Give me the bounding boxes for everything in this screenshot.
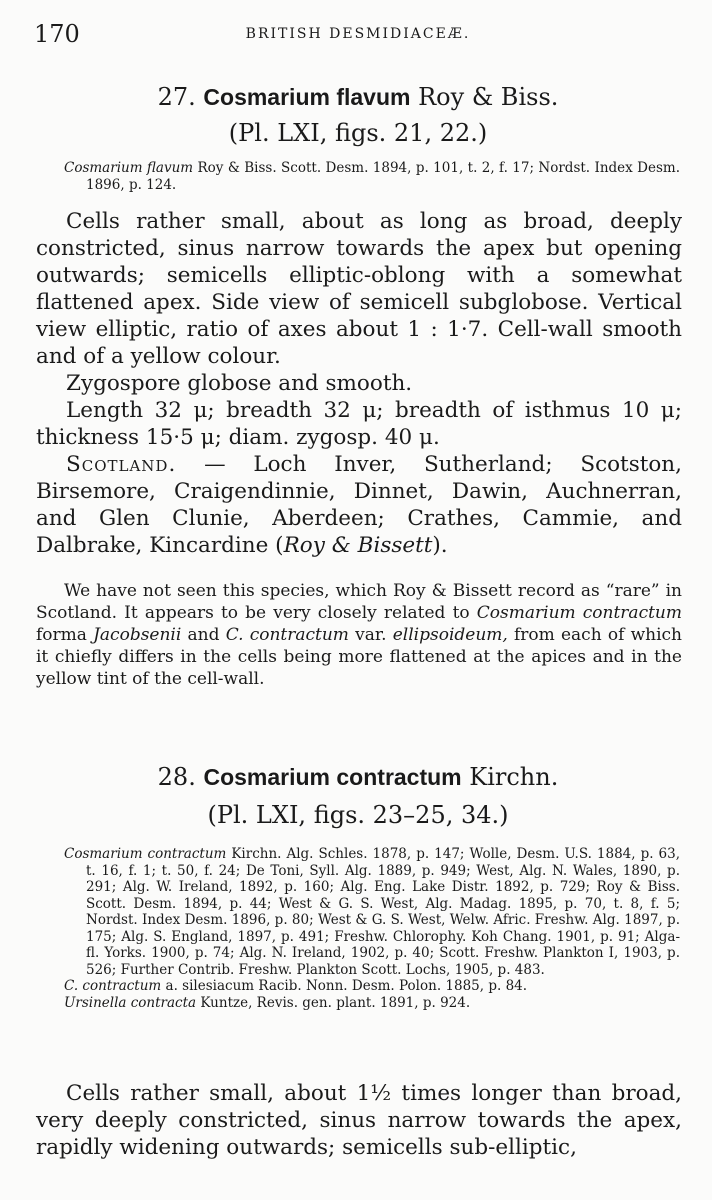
page-number: 170 <box>34 20 80 48</box>
running-title: BRITISH DESMIDIACEÆ. <box>245 26 471 42</box>
entry-28-species: Cosmarium contractum <box>203 764 462 790</box>
entry-27-zygospore: Zygospore globose and smooth. <box>66 371 413 396</box>
entry-27-species: Cosmarium flavum <box>203 84 411 110</box>
running-head <box>34 20 682 50</box>
entry-27-authority: Roy & Biss. <box>418 83 559 111</box>
entry-27-distribution: Scotland. — Loch Inver, Sutherland; Scotston, Birsemore, Craigendinnie, Dinnet, Dawin, Auchnerran, and Glen Clunie, Aberdeen; Crathes, Cammie, and Dalbrake, Kincardine (Roy & Bissett). <box>36 452 682 558</box>
entry-27-heading <box>34 82 682 112</box>
entry-27-note: We have not seen this species, which Roy & Bissett record as “rare” in Scotland. It appears to be very closely related to Cosmarium contractum forma Jacobsenii and C. contractum var. ellipsoideum, from each of which it chiefly differs in the cells being more flattened at the apices and in the yellow tint of the cell-wall. <box>36 581 682 689</box>
entry-27-plate-ref: (Pl. LXI, figs. 21, 22.) <box>228 119 488 147</box>
entry-27-number: 27. <box>157 83 196 111</box>
entry-28-body <box>36 1080 682 1161</box>
entry-27-references <box>64 160 680 193</box>
entry-27-body <box>36 208 682 559</box>
reference: Cosmarium contractum Kirchn. Alg. Schles. 1878, p. 147; Wolle, Desm. U.S. 1884, p. 63, t. 16, f. 1; t. 50, f. 24; De Toni, Syll. Alg. 1889, p. 949; West, Alg. N. Wales, 1890, p. 291; Alg. W. Ireland, 1892, p. 160; Alg. Eng. Lake Distr. 1892, p. 729; Roy & Biss. Scott. Desm. 1894, p. 44; West & G. S. West, Alg. Madag. 1895, p. 70, t. 8, f. 5; Nordst. Index Desm. 1896, p. 80; West & G. S. West, Welw. Afric. Freshw. Alg. 1897, p. 175; Alg. S. England, 1897, p. 491; Freshw. Chlorophy. Koh Chang. 1901, p. 91; Alga-fl. Yorks. 1900, p. 74; Alg. N. Ireland, 1902, p. 40; Scott. Freshw. Plankton I, 1903, p. 526; Further Contrib. Freshw. Plankton Scott. Lochs, 1905, p. 483. <box>64 846 680 978</box>
entry-27-description: Cells rather small, about as long as broad, deeply constricted, sinus narrow towards the apex but opening outwards; semicells elliptic-oblong with a somewhat flattened apex. Side view of semicell subglobose. Vertical view elliptic, ratio of axes about 1 : 1·7. Cell-wall smooth and of a yellow colour. <box>36 209 682 369</box>
entry-27-measurements: Length 32 μ; breadth 32 μ; breadth of isthmus 10 μ; thickness 15·5 μ; diam. zygosp. 40 μ. <box>36 398 682 450</box>
reference: C. contractum a. silesiacum Racib. Nonn. Desm. Polon. 1885, p. 84. <box>64 978 528 994</box>
entry-28-description: Cells rather small, about 1½ times longer than broad, very deeply constricted, sinus narrow towards the apex, rapidly widening outwards; semicells sub-elliptic, <box>36 1081 682 1160</box>
reference: Cosmarium flavum Roy & Biss. Scott. Desm. 1894, p. 101, t. 2, f. 17; Nordst. Index Desm. 1896, p. 124. <box>64 160 681 193</box>
reference: Ursinella contracta Kuntze, Revis. gen. plant. 1891, p. 924. <box>64 994 471 1011</box>
entry-28-heading <box>34 762 682 792</box>
entry-28-references <box>64 846 680 1011</box>
entry-28-plate-ref: (Pl. LXI, figs. 23–25, 34.) <box>207 801 509 829</box>
entry-28-number: 28. <box>157 763 196 791</box>
entry-28-authority: Kirchn. <box>469 763 559 791</box>
